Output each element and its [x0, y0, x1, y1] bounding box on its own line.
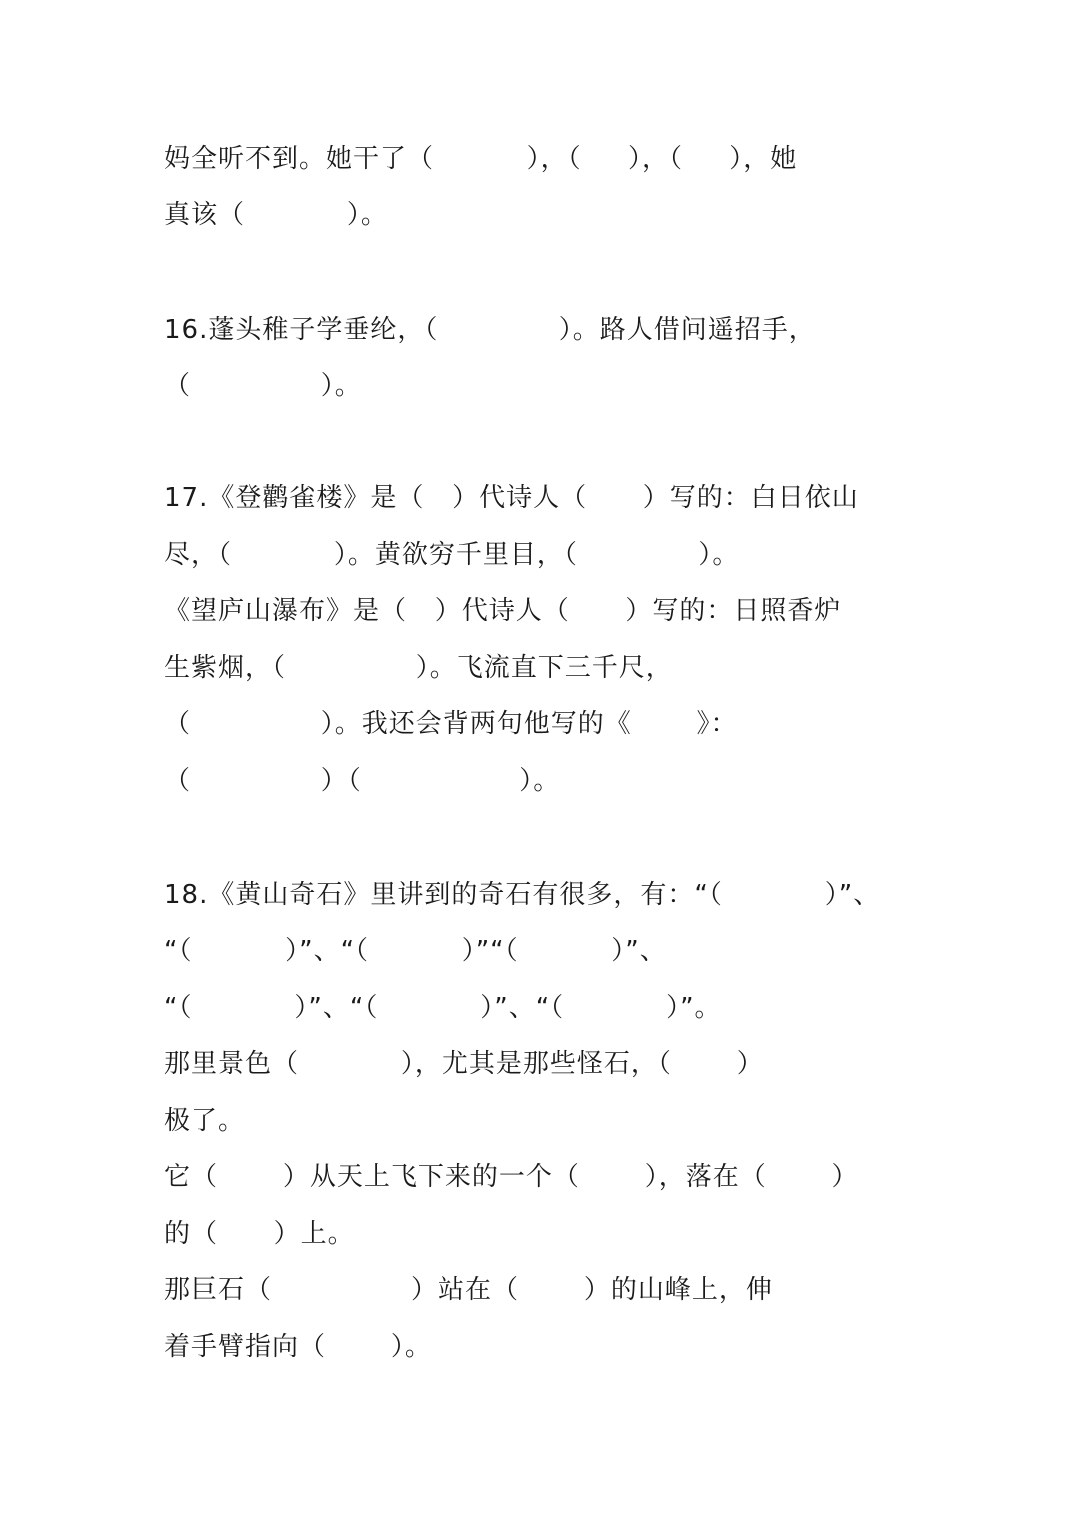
text-line-q15-part2: 真该（ ）。 — [164, 200, 388, 230]
text-line-q17-part2: 尽，（ ）。黄欲穷千里目，（ ）。 — [164, 540, 740, 570]
text-line-q18-part2: “（ ）”、“（ ）”“（ ）”、 — [164, 936, 667, 966]
text-line-q17-part6: （ ）（ ）。 — [164, 766, 561, 796]
text-line-q18-part3: “（ ）”、“（ ）”、“（ ）”。 — [164, 993, 722, 1023]
text-line-q17-part5: （ ）。我还会背两句他写的《 》： — [164, 709, 738, 739]
text-line-q18-part8: 那巨石（ ）站在（ ）的山峰上，伸 — [164, 1275, 773, 1305]
text-line-q18-part7: 的（ ）上。 — [164, 1219, 355, 1249]
text-line-q18-part1: 18.《黄山奇石》里讲到的奇石有很多，有：“（ ）”、 — [164, 880, 881, 910]
text-line-q18-part9: 着手臂指向（ ）。 — [164, 1332, 432, 1362]
text-line-q15-part1: 妈全听不到。她干了（ ），（ ），（ ），她 — [164, 144, 798, 174]
text-line-q16-part2: （ ）。 — [164, 371, 362, 401]
text-line-q18-part4: 那里景色（ ），尤其是那些怪石，（ ） — [164, 1049, 764, 1079]
text-line-q18-part5: 极了。 — [164, 1106, 246, 1136]
text-line-q17-part4: 生紫烟，（ ）。飞流直下三千尺， — [164, 653, 673, 683]
text-line-q17-part1: 17.《登鹳雀楼》是（ ）代诗人（ ）写的：白日依山 — [164, 483, 859, 513]
text-line-q18-part6: 它（ ）从天上飞下来的一个（ ），落在（ ） — [164, 1162, 859, 1192]
text-line-q17-part3: 《望庐山瀑布》是（ ）代诗人（ ）写的：日照香炉 — [164, 596, 842, 626]
text-line-q16-part1: 16.蓬头稚子学垂纶，（ ）。路人借问遥招手， — [164, 315, 816, 345]
